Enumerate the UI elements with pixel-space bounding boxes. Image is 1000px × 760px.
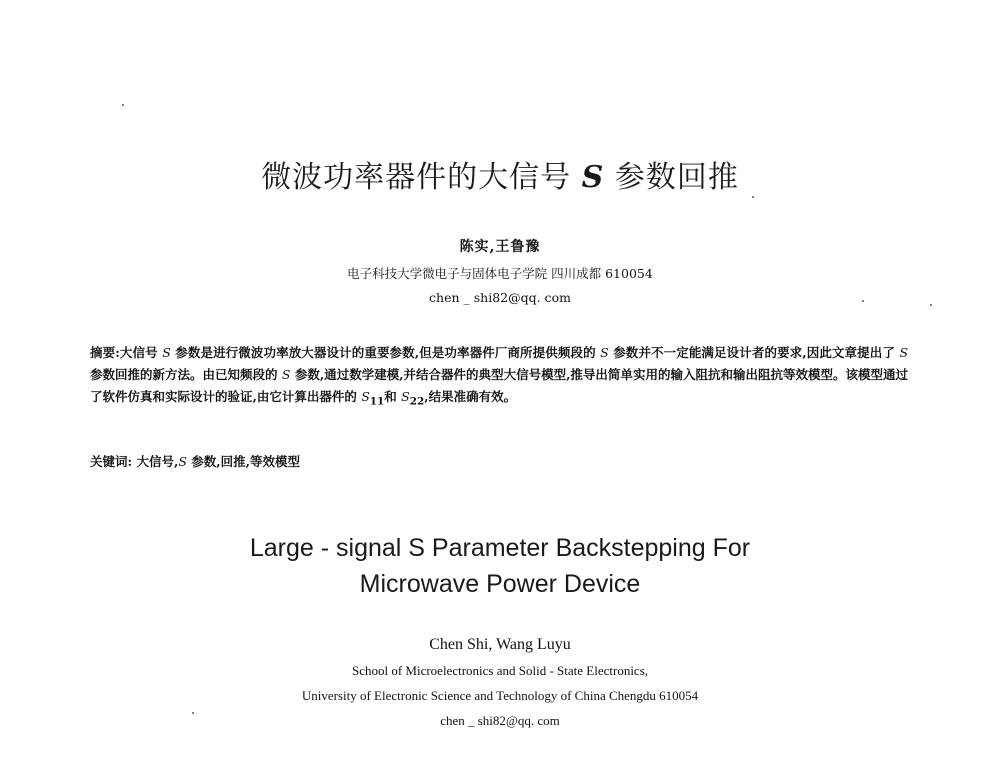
keywords-text-2: 参数,回推,等效模型 (191, 454, 300, 469)
chinese-email: chen _ shi82@qq. com (429, 290, 571, 305)
abstract-sub-11: 11 (369, 395, 385, 408)
abstract-text-1: 大信号 (119, 345, 158, 360)
abstract-s-4: S (281, 367, 291, 382)
keywords-s: S (178, 454, 187, 469)
scan-speck (930, 304, 932, 306)
abstract-s22: S (401, 389, 410, 404)
keywords-label: 关键词: (90, 454, 133, 469)
chinese-abstract (90, 342, 908, 413)
chinese-title-prefix: 微波功率器件的大信号 (261, 160, 572, 195)
english-title-line-1: Large - signal S Parameter Backstepping For (249, 534, 751, 562)
abstract-text-2: 参数是进行微波功率放大器设计的重要参数,但是功率器件厂商所提供频段的 (175, 345, 596, 360)
scan-speck (122, 104, 124, 106)
abstract-text-3: 参数并不一定能满足设计者的要求,因此文章提出了 (613, 345, 895, 360)
abstract-s-2: S (600, 345, 609, 360)
english-affiliation-line-2: University of Electronic Science and Technology of China Chengdu 610054 (301, 688, 699, 703)
scan-speck (862, 300, 864, 302)
abstract-text-4: 参数回推的新方法。由已知频段的 (90, 367, 278, 382)
chinese-affiliation: 电子科技大学微电子与固体电子学院 四川成都 610054 (347, 266, 653, 281)
english-email: chen _ shi82@qq. com (440, 713, 560, 728)
english-title-line-2: Microwave Power Device (359, 570, 641, 598)
english-affiliation-line-1: School of Microelectronics and Solid - State Electronics, (351, 663, 649, 678)
chinese-title (0, 152, 1000, 196)
keywords-text-1: 大信号, (136, 454, 179, 469)
abstract-s11: S (361, 389, 370, 404)
chinese-authors: 陈实,王鲁豫 (459, 239, 541, 255)
chinese-title-suffix: 参数回推 (614, 160, 739, 195)
abstract-s-1: S (162, 345, 171, 360)
english-title (0, 530, 1000, 602)
abstract-s-3: S (899, 345, 909, 360)
english-authors: Chen Shi, Wang Luyu (429, 636, 571, 653)
abstract-sub-22: 22 (409, 395, 425, 408)
abstract-and: 和 (384, 389, 397, 404)
abstract-label: 摘要: (90, 345, 120, 360)
abstract-text-5: 参数,通过数学建模,并结合器件的典型大信号模型,推导出简单实用的输入阻抗和输出阻抗等效模型。该模型通过了软件仿真和实际设计的验证,由它计算出器件的 (90, 367, 908, 404)
abstract-text-6: ,结果准确有效。 (424, 389, 517, 404)
chinese-title-s-var: S (581, 160, 605, 195)
scan-speck (752, 196, 754, 198)
scan-speck (192, 712, 194, 714)
chinese-keywords (90, 452, 908, 470)
